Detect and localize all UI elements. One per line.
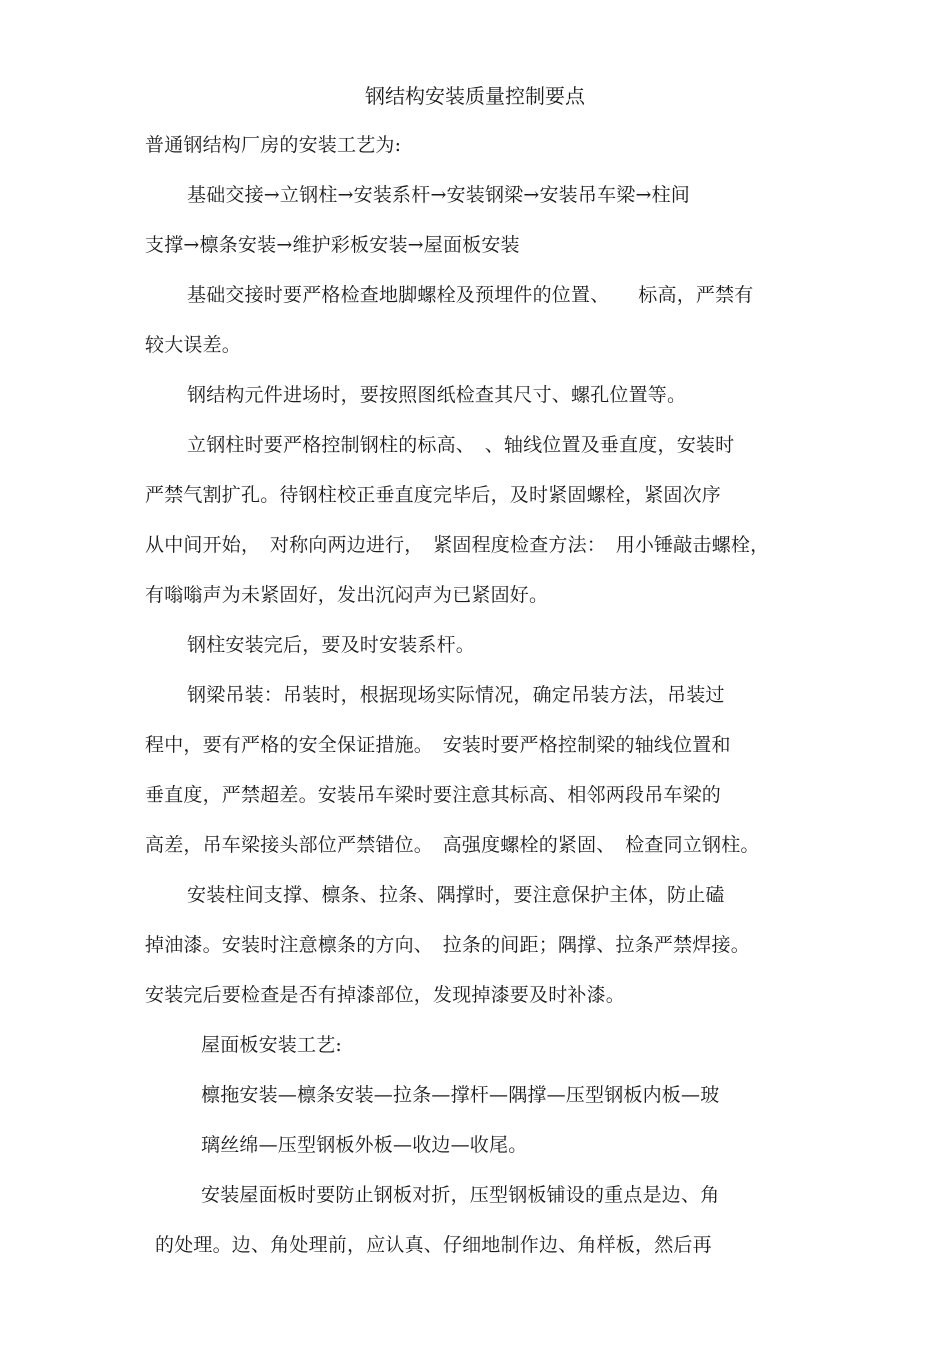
text-line: 掉油漆。安装时注意檩条的方向、 拉条的间距；隅撑、拉条严禁焊接。 [145, 934, 750, 956]
text-line: 支撑→檩条安装→维护彩板安装→屋面板安装 [145, 234, 520, 256]
document-title: 钢结构安装质量控制要点 [365, 84, 585, 108]
text-line: 钢结构元件进场时，要按照图纸检查其尺寸、螺孔位置等。 [187, 384, 687, 406]
text-line: 较大误差。 [145, 334, 242, 356]
text-line: 基础交接→立钢柱→安装系杆→安装钢梁→安装吊车梁→柱间 [187, 184, 691, 206]
text-line: 的处理。边、角处理前，应认真、仔细地制作边、角样板，然后再 [155, 1234, 712, 1256]
text-line: 钢梁吊装：吊装时，根据现场实际情况，确定吊装方法，吊装过 [187, 684, 725, 706]
text-line: 安装柱间支撑、檩条、拉条、隅撑时，要注意保护主体，防止磕 [187, 884, 725, 906]
text-line: 基础交接时要严格检查地脚螺栓及预埋件的位置、 标高，严禁有 [187, 284, 754, 306]
text-line: 立钢柱时要严格控制钢柱的标高、 、轴线位置及垂直度，安装时 [187, 434, 735, 456]
text-line: 高差，吊车梁接头部位严禁错位。 高强度螺栓的紧固、 检查同立钢柱。 [145, 834, 760, 856]
text-line: 屋面板安装工艺: [201, 1034, 343, 1056]
text-line: 有嗡嗡声为未紧固好，发出沉闷声为已紧固好。 [145, 584, 549, 606]
text-line: 垂直度，严禁超差。安装吊车梁时要注意其标高、相邻两段吊车梁的 [145, 784, 722, 806]
text-line: 从中间开始， 对称向两边进行， 紧固程度检查方法： 用小锤敲击螺栓， [145, 534, 770, 556]
text-line: 安装完后要检查是否有掉漆部位，发现掉漆要及时补漆。 [145, 984, 626, 1006]
text-line: 程中，要有严格的安全保证措施。 安装时要严格控制梁的轴线位置和 [145, 734, 731, 756]
text-line: 钢柱安装完后，要及时安装系杆。 [187, 634, 476, 656]
text-line: 普通钢结构厂房的安装工艺为: [145, 134, 402, 156]
text-line: 安装屋面板时要防止钢板对折，压型钢板铺设的重点是边、角 [201, 1184, 720, 1206]
text-line: 璃丝绵—压型钢板外板—收边—收尾。 [201, 1134, 528, 1156]
text-line: 严禁气割扩孔。待钢柱校正垂直度完毕后，及时紧固螺栓，紧固次序 [145, 484, 722, 506]
text-line: 檩拖安装—檩条安装—拉条—撑杆—隅撑—压型钢板内板—玻 [201, 1084, 720, 1106]
